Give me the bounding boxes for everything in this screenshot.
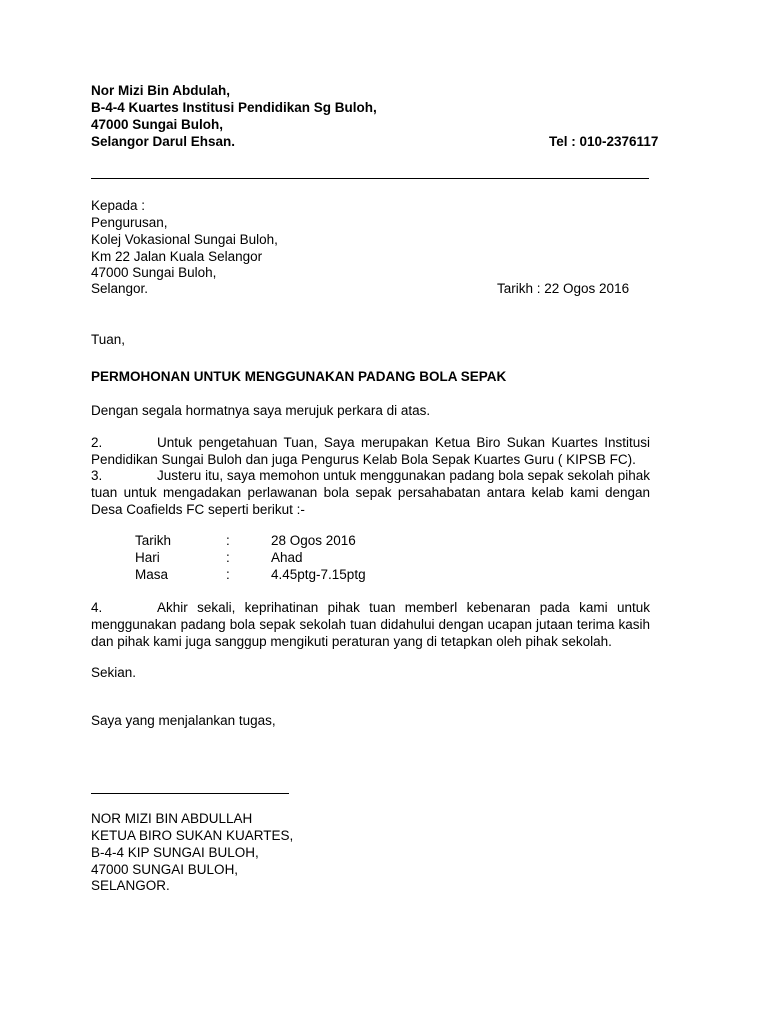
detail-separator-date: : [226, 533, 230, 548]
detail-label-time: Masa [135, 567, 169, 582]
detail-separator-time: : [226, 567, 230, 582]
subject-heading: PERMOHONAN UNTUK MENGGUNAKAN PADANG BOLA SEPAK [91, 369, 507, 384]
paragraph-3-number: 3. [91, 468, 103, 483]
recipient-line-2: Kolej Vokasional Sungai Buloh, [91, 232, 278, 247]
detail-value-day: Ahad [271, 550, 303, 565]
salutation: Tuan, [91, 332, 126, 347]
signature-address-line-1: B-4-4 KIP SUNGAI BULOH, [91, 845, 259, 860]
signature-name: NOR MIZI BIN ABDULLAH [91, 811, 253, 826]
sender-phone: Tel : 010-2376117 [549, 134, 659, 149]
detail-label-day: Hari [135, 550, 160, 565]
paragraph-2-text [91, 434, 650, 468]
paragraph-4-text [91, 599, 650, 650]
recipient-line-5: Selangor. [91, 281, 149, 296]
signature-line [91, 793, 289, 794]
sign-off-text: Saya yang menjalankan tugas, [91, 713, 276, 728]
recipient-line-4: 47000 Sungai Buloh, [91, 265, 217, 280]
paragraph-2-body: Untuk pengetahuan Tuan, Saya merupakan Ketua Biro Sukan Kuartes Institusi Pendidikan Sungai Buloh dan juga Pengurus Kelab Bola Sepak Kuartes Guru ( KIPSB FC). [91, 435, 650, 467]
paragraph-4-body: Akhir sekali, keprihatinan pihak tuan memberl kebenaran pada kami untuk menggunakan padang bola sepak sekolah tuan didahului dengan ucapan jutaan terima kasih dan pihak kami juga sanggup mengikuti peraturan yang di tetapkan oleh pihak sekolah. [91, 600, 650, 649]
sender-address-line-3: Selangor Darul Ehsan. [91, 134, 236, 149]
detail-label-date: Tarikh [135, 533, 172, 548]
signature-address-line-3: SELANGOR. [91, 878, 170, 893]
closing-text: Sekian. [91, 665, 137, 680]
detail-value-date: 28 Ogos 2016 [271, 533, 356, 548]
recipient-line-1: Pengurusan, [91, 215, 168, 230]
signature-address-line-2: 47000 SUNGAI BULOH, [91, 862, 239, 877]
sender-address-line-1: B-4-4 Kuartes Institusi Pendidikan Sg Buloh, [91, 100, 377, 115]
paragraph-4-number: 4. [91, 600, 103, 615]
intro-paragraph: Dengan segala hormatnya saya merujuk perkara di atas. [91, 403, 431, 418]
recipient-to-label: Kepada : [91, 198, 146, 213]
paragraph-3-text [91, 467, 650, 518]
detail-separator-day: : [226, 550, 230, 565]
paragraph-2-number: 2. [91, 435, 103, 450]
sender-name: Nor Mizi Bin Abdulah, [91, 83, 230, 98]
header-divider [91, 178, 649, 179]
letter-date: Tarikh : 22 Ogos 2016 [497, 281, 630, 296]
signature-title: KETUA BIRO SUKAN KUARTES, [91, 828, 294, 843]
detail-value-time: 4.45ptg-7.15ptg [271, 567, 366, 582]
recipient-line-3: Km 22 Jalan Kuala Selangor [91, 249, 263, 264]
sender-address-line-2: 47000 Sungai Buloh, [91, 117, 224, 132]
paragraph-3-body: Justeru itu, saya memohon untuk menggunakan padang bola sepak sekolah pihak tuan untuk mengadakan perlawanan bola sepak persahabatan antara kelab kami dengan Desa Coafields FC seperti berikut :- [91, 468, 650, 517]
